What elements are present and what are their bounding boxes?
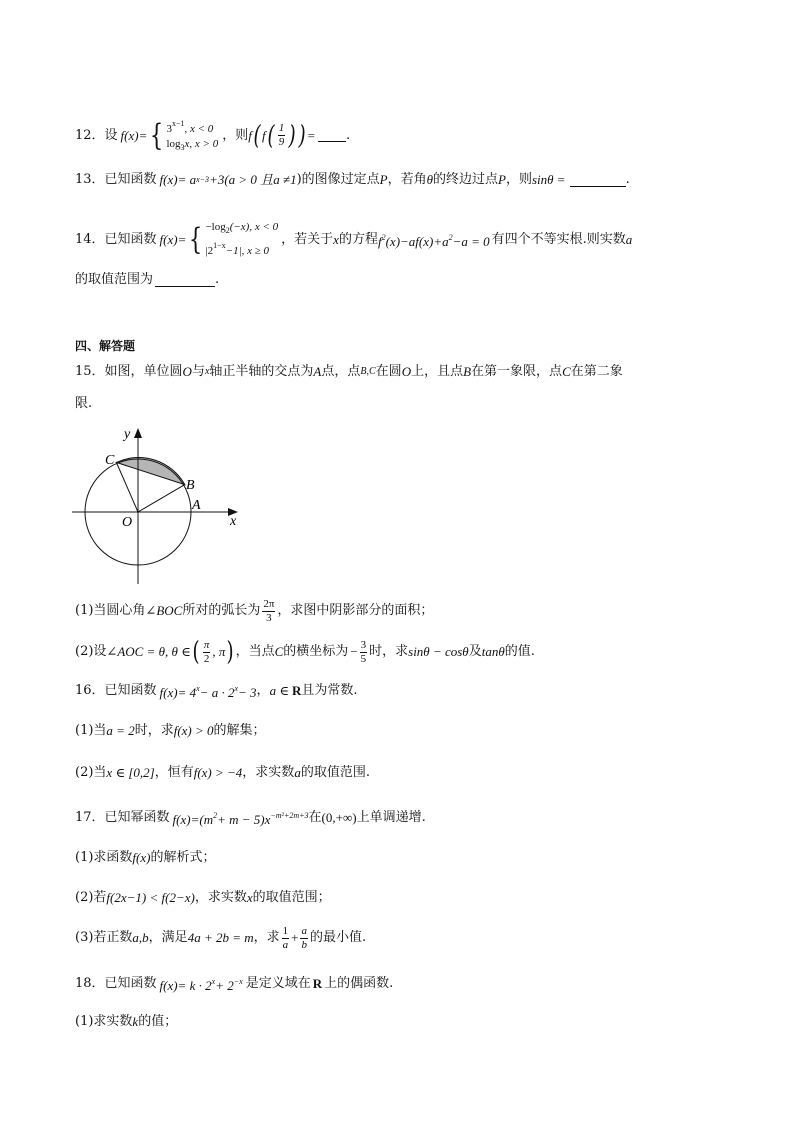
radius-ob [138,485,185,512]
question-16: 16．已知函数 $f(x)= 4^x- a \cdot 2^x- 3$ ， a ∈ R 且为常数. [75,683,358,700]
question-17-part1: (1)求函数 f(x) 的解析式； [75,850,216,865]
q14-piecewise: { $-\log_2(-x)$, x < 0 $|2^{1-x}-1|$, x ≥ 0 [189,221,279,257]
question-12: 12．设 f(x)= { $3^{x-1}$, x < 0 $\log_3x$, x > 0 ，则 f ( f ( $\frac{1}{9}$ ) ) = . [75,116,350,155]
q14-answer-blank[interactable] [155,274,215,287]
question-16-part1: (1)当 a = 2 时，求 f(x) > 0 的解集； [75,723,266,738]
question-15-part1: (1)当圆心角 ∠BOC 所对的弧长为 $\frac{2\pi}{3}$ ，求图中阴影部分的面积； [75,597,434,624]
question-16-part2: (2)当 x ∈ [0,2] ，恒有 f(x) > −4 ，求实数 a 的取值范围. [75,765,370,780]
question-17-part3: (3)若正数 a,b ，满足 4a + 2b = m ，求 $\frac{1}{a}$ + $\frac{a}{b}$ 的最小值. [75,924,367,951]
label-a: A [192,498,201,513]
shaded-segment [116,458,184,485]
arc-length-fraction: $\frac{2\pi}{3}$ [263,597,275,624]
q12-piecewise: { $3^{x-1}$, x < 0 $\log_3x$, x > 0 [150,117,219,153]
question-14: 14．已知函数 f(x)= { $-\log_2(-x)$, x < 0 $|2^{1-x}-1|$, x ≥ 0 ，若关于 x 的方程 $f^2(x)-af(x)+a^2-a = 0$ 有四个不等实根.则实数 a [75,221,633,257]
label-c: C [105,453,115,468]
question-17-part2: (2)若 f(2x−1) < f(2−x) ，求实数 x 的取值范围； [75,890,331,905]
label-o: O [122,515,133,530]
label-x: x [230,514,237,529]
y-axis-arrow-icon [134,428,142,438]
unit-circle-figure [70,428,250,588]
question-15-part2: (2)设 ∠AOC = θ, θ ∈ ( $\frac{\pi}{2}$ , π ) ，当点 C 的横坐标为 − $\frac{3}{5}$ 时，求 sinθ − cosθ 及 tanθ 的值. [75,637,535,667]
label-y: y [124,428,131,442]
q13-function: f(x)= a [159,172,197,187]
question-15: 15．如图，单位圆 O 与 x 轴正半轴的交点为 A 点，点 B,C 在圆 O 上，且点 B 在第一象限，点 C 在第二象 [75,364,623,379]
q12-function: f(x)= [120,127,148,143]
q12-text: ，则 [222,127,249,143]
question-18: 18．已知函数 $f(x)= k \cdot 2^x+ 2^{-x}$ 是定义域在 R 上的偶函数. [75,976,394,993]
q14-function: f(x)= [159,231,187,247]
q12-expression: f ( f ( $\frac{1}{9}$ ) ) = [248,120,315,151]
q14-equation: $f^2(x)-af(x)+a^2-a = 0$ [377,232,490,249]
q12-answer-blank[interactable] [318,129,346,142]
question-13: 13．已知函数 f(x)= a x−3 +3(a > 0 且 a ≠1 )的图像过定点 P ，若角 θ 的终边过点 P ，则 sinθ = . [75,170,630,190]
question-15-line2: 限. [75,396,93,411]
question-14-line2: 的取值范围为 . [75,272,220,287]
question-18-part1: (1)求实数 k 的值； [75,1014,178,1029]
q12-fraction: $\frac{1}{9}$ [278,122,285,148]
q12-number: 12．设 [75,127,118,143]
section-heading: 四、解答题 [75,339,136,353]
question-17: 17．已知幂函数 $f(x)=(m^2+ m - 5)x^{-m^2+2m+3}$ 在 (0,+∞) 上单调递增. [75,810,426,827]
radius-oc [116,462,138,512]
q13-answer-blank[interactable] [570,174,626,187]
label-b: B [186,478,195,493]
